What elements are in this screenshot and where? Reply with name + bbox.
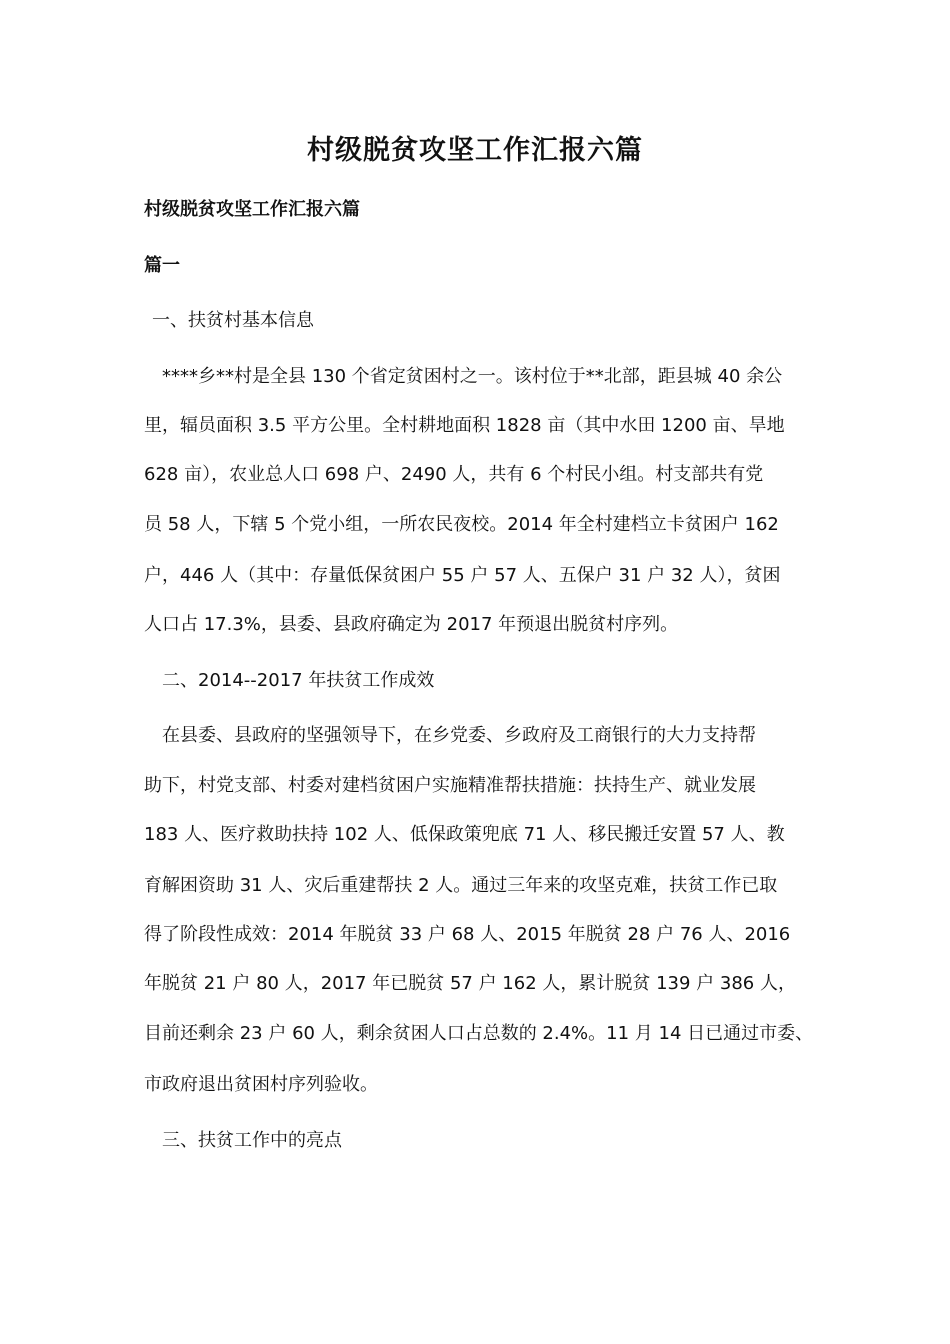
part-heading: 篇一 — [144, 255, 180, 276]
section1-line: 户，446 人（其中：存量低保贫困户 55 户 57 人、五保户 31 户 32 人），贫困 — [144, 565, 781, 586]
section2-line: 得了阶段性成效：2014 年脱贫 33 户 68 人、2015 年脱贫 28 户 76 人、2016 — [144, 924, 791, 945]
section2-line: 183 人、医疗救助扶持 102 人、低保政策兜底 71 人、移民搬迁安置 57 人、教 — [144, 824, 785, 845]
document-title: 村级脱贫攻坚工作汇报六篇 — [307, 135, 643, 166]
section3-heading: 三、扶贫工作中的亮点 — [162, 1130, 342, 1151]
section2-line: 育解困资助 31 人、灾后重建帮扶 2 人。通过三年来的攻坚克难，扶贫工作已取 — [144, 875, 778, 896]
section1-line: 员 58 人，下辖 5 个党小组，一所农民夜校。2014 年全村建档立卡贫困户 162 — [144, 514, 779, 535]
section1-line: 人口占 17.3%，县委、县政府确定为 2017 年预退出脱贫村序列。 — [144, 614, 679, 635]
section2-line: 在县委、县政府的坚强领导下，在乡党委、乡政府及工商银行的大力支持帮 — [162, 725, 756, 746]
section2-line: 市政府退出贫困村序列验收。 — [144, 1074, 378, 1095]
document-subtitle: 村级脱贫攻坚工作汇报六篇 — [144, 199, 360, 220]
section1-line: 628 亩），农业总人口 698 户、2490 人，共有 6 个村民小组。村支部共有党 — [144, 464, 764, 485]
section2-heading: 二、2014--2017 年扶贫工作成效 — [162, 670, 435, 691]
section2-line: 目前还剩余 23 户 60 人，剩余贫困人口占总数的 2.4%。11 月 14 日已通过市委、 — [144, 1023, 814, 1044]
section1-line: ****乡**村是全县 130 个省定贫困村之一。该村位于**北部，距县城 40 余公 — [162, 366, 783, 387]
section1-heading: 一、扶贫村基本信息 — [152, 310, 314, 331]
section2-line: 年脱贫 21 户 80 人，2017 年已脱贫 57 户 162 人，累计脱贫 139 户 386 人， — [144, 973, 796, 994]
section2-line: 助下，村党支部、村委对建档贫困户实施精准帮扶措施：扶持生产、就业发展 — [144, 775, 756, 796]
section1-line: 里，辐员面积 3.5 平方公里。全村耕地面积 1828 亩（其中水田 1200 亩、旱地 — [144, 415, 785, 436]
